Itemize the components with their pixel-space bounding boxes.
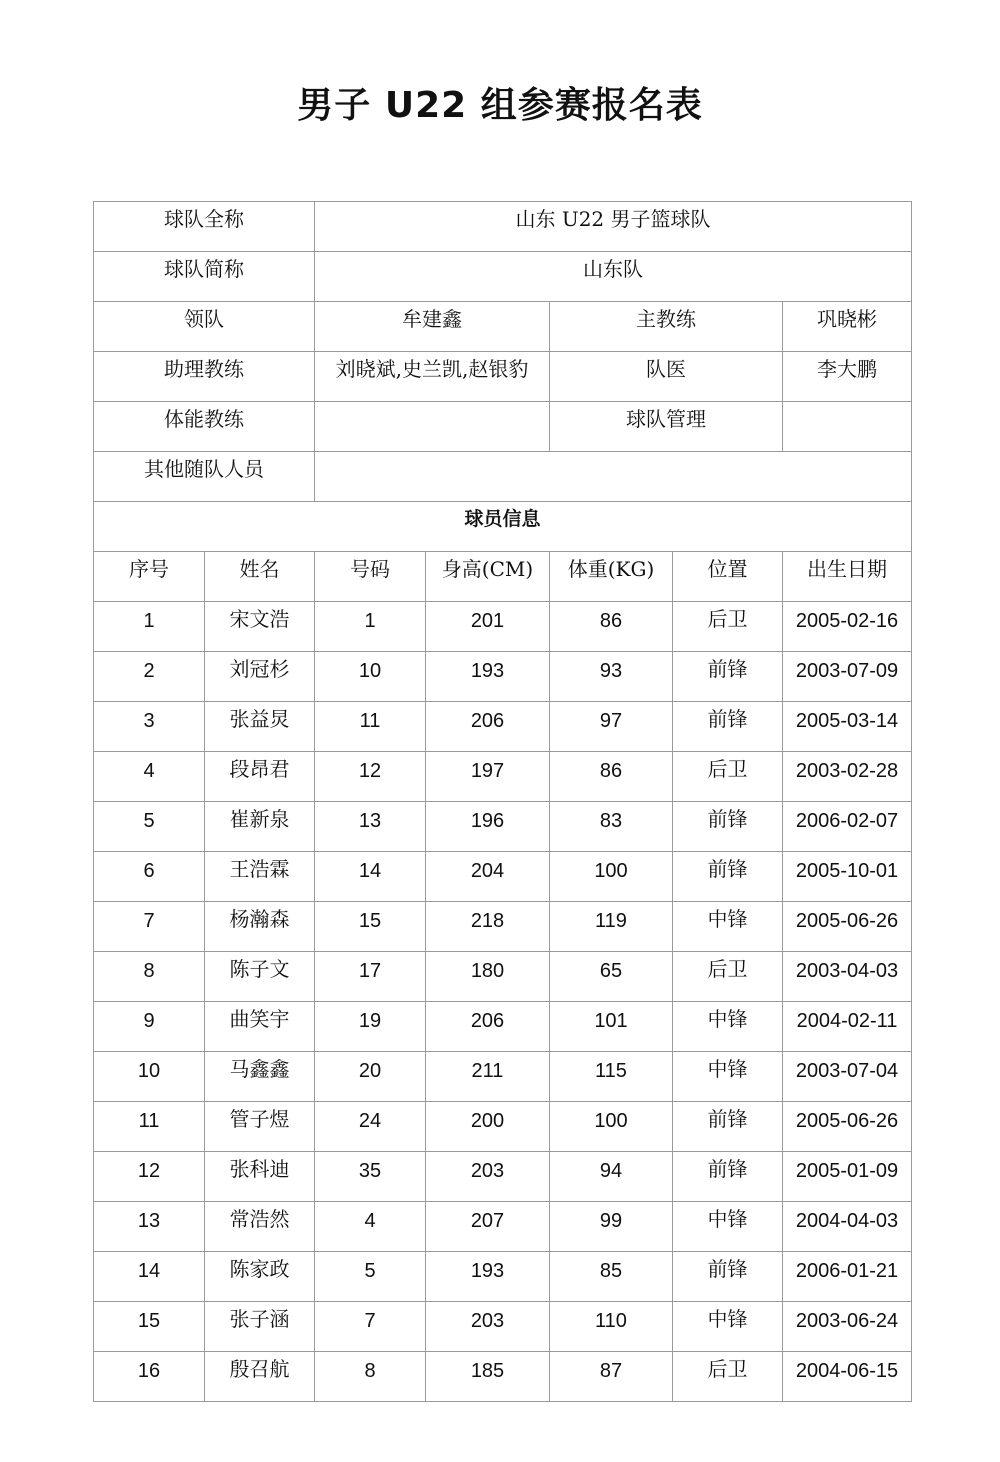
table-row xyxy=(94,752,912,802)
table-row xyxy=(94,1352,912,1402)
row-players-section xyxy=(94,502,912,552)
table-row xyxy=(94,852,912,902)
player-height: 185 xyxy=(426,1352,550,1402)
player-index: 16 xyxy=(94,1352,205,1402)
other-staff-value xyxy=(315,452,912,502)
table-row xyxy=(94,1252,912,1302)
player-number: 24 xyxy=(315,1102,426,1152)
player-weight: 94 xyxy=(550,1152,673,1202)
header-number: 号码 xyxy=(315,552,426,602)
player-height: 197 xyxy=(426,752,550,802)
player-height: 203 xyxy=(426,1302,550,1352)
player-weight: 101 xyxy=(550,1002,673,1052)
player-number: 19 xyxy=(315,1002,426,1052)
player-weight: 65 xyxy=(550,952,673,1002)
player-index: 14 xyxy=(94,1252,205,1302)
player-position: 前锋 xyxy=(673,1252,783,1302)
player-index: 8 xyxy=(94,952,205,1002)
player-number: 5 xyxy=(315,1252,426,1302)
player-birthdate: 2004-06-15 xyxy=(783,1352,912,1402)
player-name: 常浩然 xyxy=(205,1202,315,1252)
player-birthdate: 2006-02-07 xyxy=(783,802,912,852)
player-position: 前锋 xyxy=(673,1152,783,1202)
player-position: 前锋 xyxy=(673,852,783,902)
table-row xyxy=(94,1152,912,1202)
player-position: 前锋 xyxy=(673,802,783,852)
player-weight: 110 xyxy=(550,1302,673,1352)
player-number: 1 xyxy=(315,602,426,652)
header-position: 位置 xyxy=(673,552,783,602)
fitness-coach-label: 体能教练 xyxy=(94,402,315,452)
team-doctor-value: 李大鹏 xyxy=(783,352,912,402)
player-weight: 83 xyxy=(550,802,673,852)
row-leader xyxy=(94,302,912,352)
player-weight: 85 xyxy=(550,1252,673,1302)
player-birthdate: 2005-02-16 xyxy=(783,602,912,652)
players-header-row xyxy=(94,552,912,602)
player-index: 6 xyxy=(94,852,205,902)
player-name: 陈子文 xyxy=(205,952,315,1002)
player-height: 200 xyxy=(426,1102,550,1152)
player-position: 后卫 xyxy=(673,952,783,1002)
player-position: 中锋 xyxy=(673,1202,783,1252)
header-weight: 体重(KG) xyxy=(550,552,673,602)
player-birthdate: 2005-06-26 xyxy=(783,1102,912,1152)
player-number: 10 xyxy=(315,652,426,702)
fitness-coach-value xyxy=(315,402,550,452)
assistant-coach-label: 助理教练 xyxy=(94,352,315,402)
player-height: 196 xyxy=(426,802,550,852)
player-index: 3 xyxy=(94,702,205,752)
player-height: 180 xyxy=(426,952,550,1002)
table-row xyxy=(94,702,912,752)
header-height: 身高(CM) xyxy=(426,552,550,602)
player-name: 张子涵 xyxy=(205,1302,315,1352)
player-name: 管子煜 xyxy=(205,1102,315,1152)
header-birthdate: 出生日期 xyxy=(783,552,912,602)
player-birthdate: 2005-01-09 xyxy=(783,1152,912,1202)
row-other-staff xyxy=(94,452,912,502)
player-birthdate: 2003-02-28 xyxy=(783,752,912,802)
player-name: 崔新泉 xyxy=(205,802,315,852)
player-birthdate: 2003-07-09 xyxy=(783,652,912,702)
player-weight: 86 xyxy=(550,602,673,652)
player-index: 5 xyxy=(94,802,205,852)
player-name: 杨瀚森 xyxy=(205,902,315,952)
player-weight: 93 xyxy=(550,652,673,702)
player-number: 7 xyxy=(315,1302,426,1352)
team-manager-value xyxy=(783,402,912,452)
player-name: 王浩霖 xyxy=(205,852,315,902)
player-birthdate: 2003-04-03 xyxy=(783,952,912,1002)
player-number: 17 xyxy=(315,952,426,1002)
player-height: 206 xyxy=(426,1002,550,1052)
player-name: 殷召航 xyxy=(205,1352,315,1402)
team-full-name-value: 山东 U22 男子篮球队 xyxy=(315,202,912,252)
player-position: 前锋 xyxy=(673,1102,783,1152)
player-weight: 100 xyxy=(550,1102,673,1152)
player-index: 9 xyxy=(94,1002,205,1052)
player-position: 后卫 xyxy=(673,1352,783,1402)
player-number: 35 xyxy=(315,1152,426,1202)
player-position: 前锋 xyxy=(673,652,783,702)
player-index: 2 xyxy=(94,652,205,702)
player-index: 4 xyxy=(94,752,205,802)
player-height: 193 xyxy=(426,1252,550,1302)
player-number: 4 xyxy=(315,1202,426,1252)
player-number: 13 xyxy=(315,802,426,852)
player-position: 后卫 xyxy=(673,602,783,652)
player-height: 204 xyxy=(426,852,550,902)
player-weight: 115 xyxy=(550,1052,673,1102)
other-staff-label: 其他随队人员 xyxy=(94,452,315,502)
header-name: 姓名 xyxy=(205,552,315,602)
player-height: 211 xyxy=(426,1052,550,1102)
table-row xyxy=(94,652,912,702)
player-position: 前锋 xyxy=(673,702,783,752)
assistant-coach-value: 刘晓斌,史兰凯,赵银豹 xyxy=(315,352,550,402)
players-section-title: 球员信息 xyxy=(94,502,912,552)
player-name: 马鑫鑫 xyxy=(205,1052,315,1102)
player-index: 15 xyxy=(94,1302,205,1352)
player-height: 201 xyxy=(426,602,550,652)
player-weight: 119 xyxy=(550,902,673,952)
player-weight: 97 xyxy=(550,702,673,752)
table-row xyxy=(94,802,912,852)
player-weight: 100 xyxy=(550,852,673,902)
player-birthdate: 2005-06-26 xyxy=(783,902,912,952)
player-weight: 99 xyxy=(550,1202,673,1252)
table-row xyxy=(94,1052,912,1102)
head-coach-value: 巩晓彬 xyxy=(783,302,912,352)
player-number: 11 xyxy=(315,702,426,752)
player-index: 11 xyxy=(94,1102,205,1152)
player-name: 陈家政 xyxy=(205,1252,315,1302)
player-birthdate: 2004-02-11 xyxy=(783,1002,912,1052)
player-index: 1 xyxy=(94,602,205,652)
player-height: 193 xyxy=(426,652,550,702)
player-height: 218 xyxy=(426,902,550,952)
player-number: 12 xyxy=(315,752,426,802)
row-team-short-name xyxy=(94,252,912,302)
player-number: 15 xyxy=(315,902,426,952)
team-doctor-label: 队医 xyxy=(550,352,783,402)
team-full-name-label: 球队全称 xyxy=(94,202,315,252)
player-position: 中锋 xyxy=(673,902,783,952)
table-row xyxy=(94,902,912,952)
player-name: 张益炅 xyxy=(205,702,315,752)
team-short-name-label: 球队简称 xyxy=(94,252,315,302)
player-birthdate: 2005-10-01 xyxy=(783,852,912,902)
row-assistant-coach xyxy=(94,352,912,402)
player-weight: 87 xyxy=(550,1352,673,1402)
page-title: 男子 U22 组参赛报名表 xyxy=(297,85,703,126)
table-row xyxy=(94,1002,912,1052)
header-index: 序号 xyxy=(94,552,205,602)
table-row xyxy=(94,602,912,652)
player-index: 12 xyxy=(94,1152,205,1202)
player-number: 20 xyxy=(315,1052,426,1102)
table-row xyxy=(94,1102,912,1152)
player-weight: 86 xyxy=(550,752,673,802)
player-name: 刘冠杉 xyxy=(205,652,315,702)
player-name: 宋文浩 xyxy=(205,602,315,652)
player-birthdate: 2006-01-21 xyxy=(783,1252,912,1302)
player-birthdate: 2004-04-03 xyxy=(783,1202,912,1252)
table-row xyxy=(94,1202,912,1252)
row-team-full-name xyxy=(94,202,912,252)
player-number: 14 xyxy=(315,852,426,902)
player-name: 张科迪 xyxy=(205,1152,315,1202)
player-name: 曲笑宇 xyxy=(205,1002,315,1052)
player-height: 206 xyxy=(426,702,550,752)
leader-value: 牟建鑫 xyxy=(315,302,550,352)
row-fitness-coach xyxy=(94,402,912,452)
registration-form-table xyxy=(93,201,912,1402)
head-coach-label: 主教练 xyxy=(550,302,783,352)
player-name: 段昂君 xyxy=(205,752,315,802)
player-height: 203 xyxy=(426,1152,550,1202)
player-number: 8 xyxy=(315,1352,426,1402)
player-position: 中锋 xyxy=(673,1302,783,1352)
table-row xyxy=(94,1302,912,1352)
player-birthdate: 2003-07-04 xyxy=(783,1052,912,1102)
player-position: 中锋 xyxy=(673,1002,783,1052)
player-height: 207 xyxy=(426,1202,550,1252)
player-index: 13 xyxy=(94,1202,205,1252)
player-index: 10 xyxy=(94,1052,205,1102)
player-birthdate: 2003-06-24 xyxy=(783,1302,912,1352)
table-row xyxy=(94,952,912,1002)
player-position: 后卫 xyxy=(673,752,783,802)
leader-label: 领队 xyxy=(94,302,315,352)
team-short-name-value: 山东队 xyxy=(315,252,912,302)
player-index: 7 xyxy=(94,902,205,952)
player-position: 中锋 xyxy=(673,1052,783,1102)
team-manager-label: 球队管理 xyxy=(550,402,783,452)
player-birthdate: 2005-03-14 xyxy=(783,702,912,752)
